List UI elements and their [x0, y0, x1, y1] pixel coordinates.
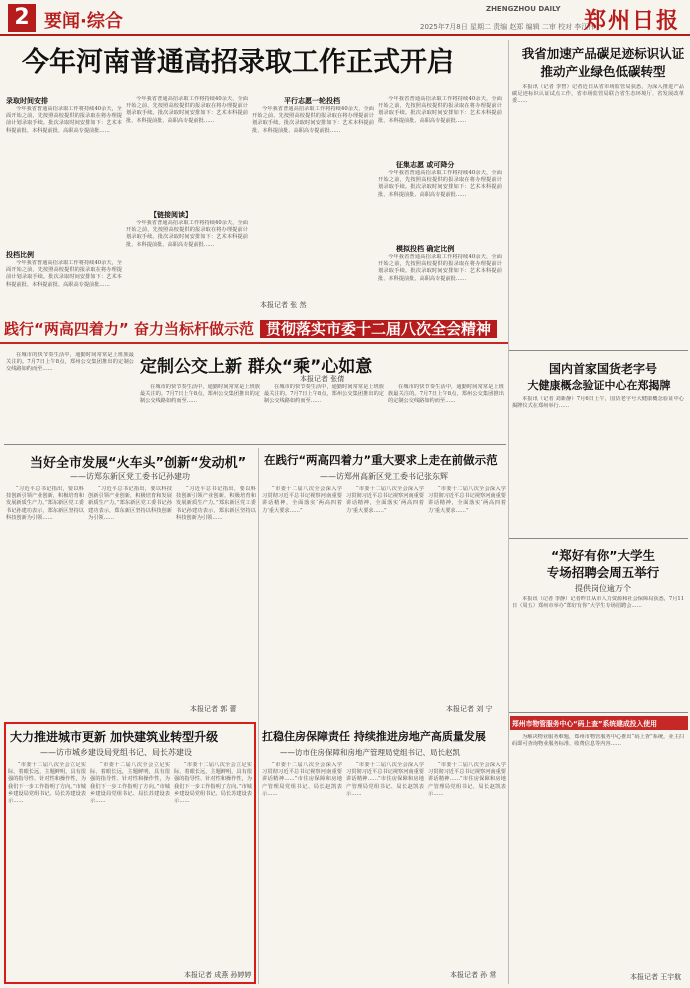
housing-body-col2: “市委十二届八次全会深入学习贯彻习近平总书记视察河南重要讲话精神……”市住房保障和房地产管理局党组书记、局长赵凯表示……: [346, 762, 424, 797]
lead-byline: 本报记者 张 然: [260, 301, 307, 309]
bus-body-col2: 在城市的快节奏生活中，通勤时间常常是上班族最关注的。7月7日上午8点，郑州公交集团推出的定制公交线路如约而至……: [140, 384, 260, 405]
youth-headline-2: 专场招聘会周五举行: [546, 565, 660, 580]
lead-section-2: 投档比例: [6, 251, 34, 259]
column-divider: [258, 448, 259, 984]
page-number: 2: [8, 4, 36, 32]
section-title: 要闻·综合: [44, 11, 123, 32]
lead-body-col4c: 今年我省普通高招录取工作将持续40余天，全面开始之前，先按照高校提供的报录取在将办理提前计划录取手续。批次录取时间安排如下：艺术本科提前批、本科提前批、高职高专提前批……: [378, 254, 502, 282]
lead-body-col2: 今年我省普通高招录取工作将持续40余天，全面开始之前，先按照高校提供的报录取在将办理提前计划录取手续。批次录取时间安排如下：艺术本科提前批、本科提前批、高职高专提前批……: [126, 96, 248, 124]
hightech-headline: 在践行“两高四着力”重大要求上走在前做示范: [264, 453, 498, 467]
lead-note: 【链接阅读】: [150, 211, 192, 219]
right-mid-headline-2: 大健康概念验证中心在郑揭牌: [527, 379, 671, 392]
banner-right: 贯彻落实市委十二届八次全会精神: [260, 320, 497, 338]
lead-body-col4b: 今年我省普通高招录取工作将持续40余天，全面开始之前，先按照高校提供的报录取在将办理提前计划录取手续。批次录取时间安排如下：艺术本科提前批、本科提前批、高职高专提前批……: [378, 170, 502, 198]
fire-headline: 当好全市发展“火车头”创新“发动机”: [30, 456, 247, 471]
column-divider: [508, 40, 509, 984]
property-byline: 本报记者 王宇航: [630, 973, 682, 981]
lead-body-col2b: 今年我省普通高招录取工作将持续40余天，全面开始之前，先按照高校提供的报录取在将办理提前计划录取手续。批次录取时间安排如下：艺术本科提前批、本科提前批、高职高专提前批……: [126, 220, 248, 248]
youth-subhead: 提供岗位逾万个: [575, 584, 631, 593]
housing-headline: 扛稳住房保障责任 持续推进房地产高质量发展: [262, 730, 486, 743]
building-subhead: ——访市城乡建设局党组书记、局长苏建设: [40, 748, 192, 757]
youth-body: 本报讯（记者 李静）记者昨日从市人力资源和社会保障局获悉，7月11日（周五）郑州市举办“郑好有你”大学生专场招聘会……: [512, 596, 684, 610]
fire-body-col2: “习近平总书记指出，要以科技创新引领产业创新，积极培育和发展新质生产力。”郑东新区党工委书记孙建功表示，郑东新区坚持以科技创新为引领……: [88, 486, 172, 521]
fire-byline: 本报记者 郭 蕾: [190, 705, 237, 713]
housing-byline: 本报记者 孙 常: [450, 971, 497, 979]
lead-section-5: 模拟投档 确定比例: [396, 245, 455, 253]
bus-headline: 定制公交上新 群众“乘”心如意: [140, 357, 373, 377]
hightech-byline: 本报记者 刘 宁: [446, 705, 493, 713]
logo-en: ZHENGZHOU DAILY: [486, 5, 561, 13]
bus-body-col1: 在城市的快节奏生活中，通勤时间常常是上班族最关注的。7月7日上午8点，郑州公交集团推出的定制公交线路如约而至……: [6, 352, 134, 373]
bus-body-col4: 在城市的快节奏生活中，通勤时间常常是上班族最关注的。7月7日上午8点，郑州公交集团推出的定制公交线路如约而至……: [388, 384, 504, 405]
fire-body-col1: “习近平总书记指出，要以科技创新引领产业创新，积极培育和发展新质生产力。”郑东新区党工委书记孙建功表示，郑东新区坚持以科技创新为引领……: [6, 486, 84, 521]
hightech-subhead: ——访郑州高新区党工委书记张东辉: [320, 472, 448, 481]
bus-byline: 本报记者 张倩: [300, 375, 345, 383]
housing-body-col1: “市委十二届八次全会深入学习贯彻习近平总书记视察河南重要讲话精神……”市住房保障和房地产管理局党组书记、局长赵凯表示……: [262, 762, 342, 797]
banner-left: 践行“两高四着力” 奋力当标杆做示范: [4, 320, 254, 338]
banner-rule: [0, 342, 508, 344]
right-mid-body: 本报讯（记者 刘新静）7月6日上午，国货老字号大健康概念验证中心揭牌仪式在郑州举行……: [512, 396, 684, 410]
divider: [508, 538, 688, 539]
lead-body-col3: 今年我省普通高招录取工作将持续40余天，全面开始之前，先按照高校提供的报录取在将办理提前计划录取手续。批次录取时间安排如下：艺术本科提前批、本科提前批、高职高专提前批……: [252, 106, 374, 134]
divider: [508, 712, 688, 713]
building-body-col1: “市委十二届八次全会立足实际，着眼长远，主题鲜明，具有很强的指导性、针对性和操作性，为我们下一步工作指明了方向。”市城乡建设局党组书记、局长苏建设表示……: [8, 762, 86, 805]
right-top-body: 本报讯（记者 李智）记者近日从省市场监管局获悉，为深入推进产品碳足迹标识认证试点工作，省市场监管局联合省生态环境厅、省发展改革委……: [512, 84, 684, 105]
lead-section-3: 平行志愿一轮投档: [284, 97, 340, 105]
lead-section-4: 征集志愿 或可降分: [396, 161, 455, 169]
hightech-body-col3: “市委十二届八次全会深入学习贯彻习近平总书记视察河南重要讲话精神，全面落实‘两高四着力’重大要求……”: [428, 486, 506, 514]
hightech-body-col2: “市委十二届八次全会深入学习贯彻习近平总书记视察河南重要讲话精神，全面落实‘两高四着力’重大要求……”: [346, 486, 424, 514]
property-headline: 郑州市物管服务中心“码上查”系统建成投入使用: [512, 720, 657, 728]
property-body: 为解决物业服务难题，郑州市物管服务中心推出“码上查”系统，业主扫码即可查询物业服务标准、收费信息等内容……: [512, 734, 684, 748]
hightech-body-col1: “市委十二届八次全会深入学习贯彻习近平总书记视察河南重要讲话精神，全面落实‘两高四着力’重大要求……”: [262, 486, 342, 514]
building-body-col3: “市委十二届八次全会立足实际，着眼长远，主题鲜明，具有很强的指导性、针对性和操作性，为我们下一步工作指明了方向。”市城乡建设局党组书记、局长苏建设表示……: [174, 762, 252, 805]
housing-body-col3: “市委十二届八次全会深入学习贯彻习近平总书记视察河南重要讲话精神……”市住房保障和房地产管理局党组书记、局长赵凯表示……: [428, 762, 506, 797]
fire-body-col3: “习近平总书记指出，要以科技创新引领产业创新，积极培育和发展新质生产力。”郑东新区党工委书记孙建功表示，郑东新区坚持以科技创新为引领……: [176, 486, 256, 521]
lead-body-col1: 今年我省普通高招录取工作将持续40余天，全面开始之前，先按照高校提供的报录取在将办理提前计划录取手续。批次录取时间安排如下：艺术本科提前批、本科提前批、高职高专提前批……: [6, 106, 122, 134]
youth-headline: “郑好有你”大学生: [551, 548, 655, 563]
divider: [508, 350, 688, 351]
masthead: [0, 0, 690, 36]
right-top-headline-2: 推动产业绿色低碳转型: [540, 64, 666, 79]
lead-body-col1b: 今年我省普通高招录取工作将持续40余天，全面开始之前，先按照高校提供的报录取在将办理提前计划录取手续。批次录取时间安排如下：艺术本科提前批、本科提前批、高职高专提前批……: [6, 260, 122, 288]
right-mid-headline: 国内首家国货老字号: [548, 362, 657, 376]
lead-headline: 今年河南普通高招录取工作正式开启: [22, 47, 454, 78]
building-byline: 本报记者 成燕 孙婷婷: [184, 971, 252, 979]
building-headline: 大力推进城市更新 加快建筑业转型升级: [10, 730, 219, 744]
campaign-banner: [0, 318, 520, 340]
dateline: 2025年7月8日 星期二 责编 赵郑 编辑 二审 校对 李江伟: [420, 23, 596, 31]
lead-section-1: 录取时间安排: [6, 97, 48, 105]
newspaper-logo: 郑州日报: [583, 8, 680, 34]
divider: [4, 444, 506, 445]
fire-subhead: ——访郑东新区党工委书记孙建功: [70, 472, 190, 481]
building-body-col2: “市委十二届八次全会立足实际，着眼长远，主题鲜明，具有很强的指导性、针对性和操作性，为我们下一步工作指明了方向。”市城乡建设局党组书记、局长苏建设表示……: [90, 762, 170, 805]
housing-subhead: ——访市住房保障和房地产管理局党组书记、局长赵凯: [280, 748, 460, 757]
bus-body-col3: 在城市的快节奏生活中，通勤时间常常是上班族最关注的。7月7日上午8点，郑州公交集团推出的定制公交线路如约而至……: [264, 384, 384, 405]
right-top-headline: 我省加速产品碳足迹标识认证: [521, 46, 685, 61]
lead-body-col4: 今年我省普通高招录取工作将持续40余天，全面开始之前，先按照高校提供的报录取在将办理提前计划录取手续。批次录取时间安排如下：艺术本科提前批、本科提前批、高职高专提前批……: [378, 96, 502, 124]
